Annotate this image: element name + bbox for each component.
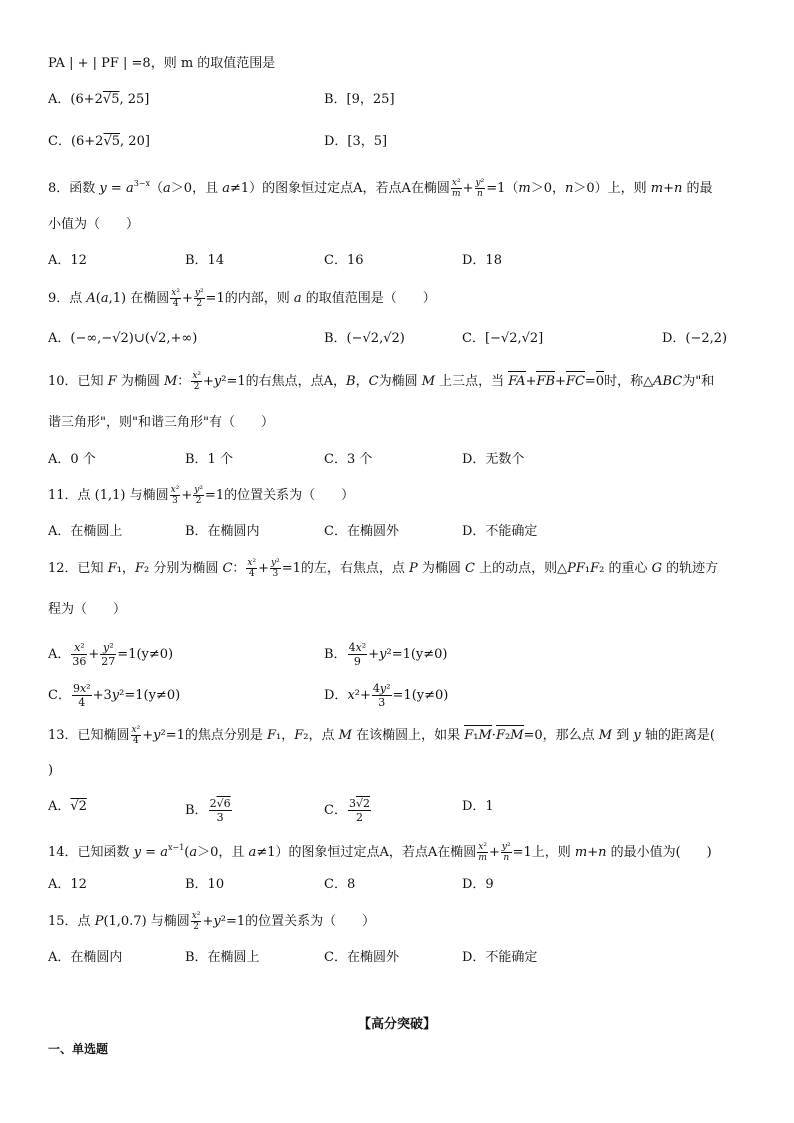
- q11-stem: 11．点 (1,1) 与椭圆 $\frac{\text{x²}}{3}$ + $\frac{\text{y²}}{2}$ =1的位置关系为（ ）: [48, 485, 355, 506]
- q12-d-tail: =1(y≠0): [392, 688, 449, 703]
- q13-option-b: B． $\frac{2√6}{3}$: [185, 797, 231, 824]
- q11-option-a: A．在椭圆上: [48, 524, 123, 539]
- q14-option-a: A．12: [48, 877, 87, 892]
- subsection-title: 一、单选题: [48, 1042, 109, 1056]
- q12-option-a: A． $\frac{\text{x²}}{36}$ + $\frac{\text{y²}}{27}$ =1(y≠0): [48, 641, 174, 668]
- q12-option-c: C． $\frac{\text{9x²}}{4}$ +3y²=1(y≠0): [48, 682, 181, 709]
- q10-option-b: B．1 个: [185, 452, 233, 467]
- q13-option-c: C． $\frac{3√2}{2}$: [324, 797, 370, 824]
- q9-option-c: C．[−√2,√2]: [462, 331, 544, 346]
- q8-stem-cont: 小值为（ ）: [48, 217, 140, 232]
- q8-stem: 8．函数 $y = a^{3-x}(a>0$，且 a≠1）的图象恒过定点A，若点A在椭圆 $\frac{\text{x²}}{m}$ + $\frac{\text{y²}}{n}$ =1（m＞0，n＞0）上，则 m+n 的最: [48, 178, 713, 199]
- q11-option-b: B．在椭圆内: [185, 524, 260, 539]
- q14-stem: 14．已知函数 $y = a^{x-1}(a>0$，且 a≠1）的图象恒过定点A，若点A在椭圆 $\frac{\text{x²}}{m}$ + $\frac{\text{y²}}{n}$ =1上，则 m+n 的最小值为( ): [48, 842, 712, 863]
- q11-option-c: C．在椭圆外: [324, 524, 399, 539]
- q12-stem-cont: 程为（ ）: [48, 602, 127, 617]
- q9-option-b: B．(−√2,√2): [324, 331, 405, 346]
- q14-option-b: B．10: [185, 877, 225, 892]
- q7-option-b: B．[9，25]: [324, 92, 395, 107]
- q7-stem-tail: PA | + | PF | =8，则 m 的取值范围是: [48, 56, 276, 71]
- q13-stem: 13．已知椭圆 $\frac{\text{x²}}{4}$ +y²=1的焦点分别是 F₁，F₂，点 M 在该椭圆上，如果 F₁M·F₂M=0，那么点 M 到 y 轴的距离是(: [48, 725, 715, 746]
- q12-c-tail: =1(y≠0): [124, 688, 181, 703]
- q12-option-d: D．x²+ $\frac{\text{4y²}}{3}$ =1(y≠0): [324, 682, 449, 709]
- q14-option-d: D．9: [462, 877, 494, 892]
- q7-option-a: A．(6+2√5, 25]: [48, 92, 150, 107]
- q13-option-d: D．1: [462, 799, 494, 814]
- q9-stem: 9．点 A(a,1) 在椭圆 $\frac{\text{x²}}{4}$ + $\frac{\text{y²}}{2}$ =1的内部，则 a 的取值范围是（ ）: [48, 288, 436, 309]
- q12-b-tail: =1(y≠0): [391, 647, 448, 662]
- q13-stem-cont: ): [48, 763, 54, 778]
- q12-a-tail: =1(y≠0): [117, 647, 174, 662]
- q10-stem-cont: 谐三角形"，则"和谐三角形"有（ ）: [48, 415, 274, 430]
- q13-option-a: A．√2: [48, 799, 87, 814]
- q7-option-c: C．(6+2√5, 20]: [48, 134, 150, 149]
- q14-option-c: C．8: [324, 877, 356, 892]
- q10-option-c: C．3 个: [324, 452, 373, 467]
- q9-option-d: D．(−2,2): [662, 331, 728, 346]
- q10-option-a: A．0 个: [48, 452, 96, 467]
- q15-option-c: C．在椭圆外: [324, 950, 399, 965]
- section-heading: 【高分突破】: [357, 1017, 436, 1032]
- q8-option-c: C．16: [324, 253, 364, 268]
- q8-option-d: D．18: [462, 253, 502, 268]
- q8-option-a: A．12: [48, 253, 87, 268]
- q9-option-a: A．(−∞,−√2)∪(√2,+∞): [48, 331, 198, 346]
- q12-option-b: B． $\frac{\text{4x²}}{9}$ +y²=1(y≠0): [324, 641, 448, 668]
- q11-option-d: D．不能确定: [462, 524, 538, 539]
- q15-option-b: B．在椭圆上: [185, 950, 260, 965]
- q7-option-d: D．[3，5]: [324, 134, 388, 149]
- q10-stem: 10．已知 F 为椭圆 M： $\frac{\text{x²}}{2}$ +y²=1的右焦点，点A，B，C为椭圆 M 上三点，当 FA+FB+FC=0时，称△ABC为"和: [48, 371, 715, 392]
- q15-stem: 15．点 P(1,0.7) 与椭圆 $\frac{\text{x²}}{2}$ +y²=1的位置关系为（ ）: [48, 911, 376, 932]
- q10-option-d: D．无数个: [462, 452, 525, 467]
- q15-option-a: A．在椭圆内: [48, 950, 123, 965]
- q8-option-b: B．14: [185, 253, 225, 268]
- q15-option-d: D．不能确定: [462, 950, 538, 965]
- q12-stem: 12．已知 F₁，F₂ 分别为椭圆 C： $\frac{\text{x²}}{4}$ + $\frac{\text{y²}}{3}$ =1的左，右焦点，点 P 为椭圆 C 上的动点，则△PF₁F₂ 的重心 G 的轨迹方: [48, 558, 719, 579]
